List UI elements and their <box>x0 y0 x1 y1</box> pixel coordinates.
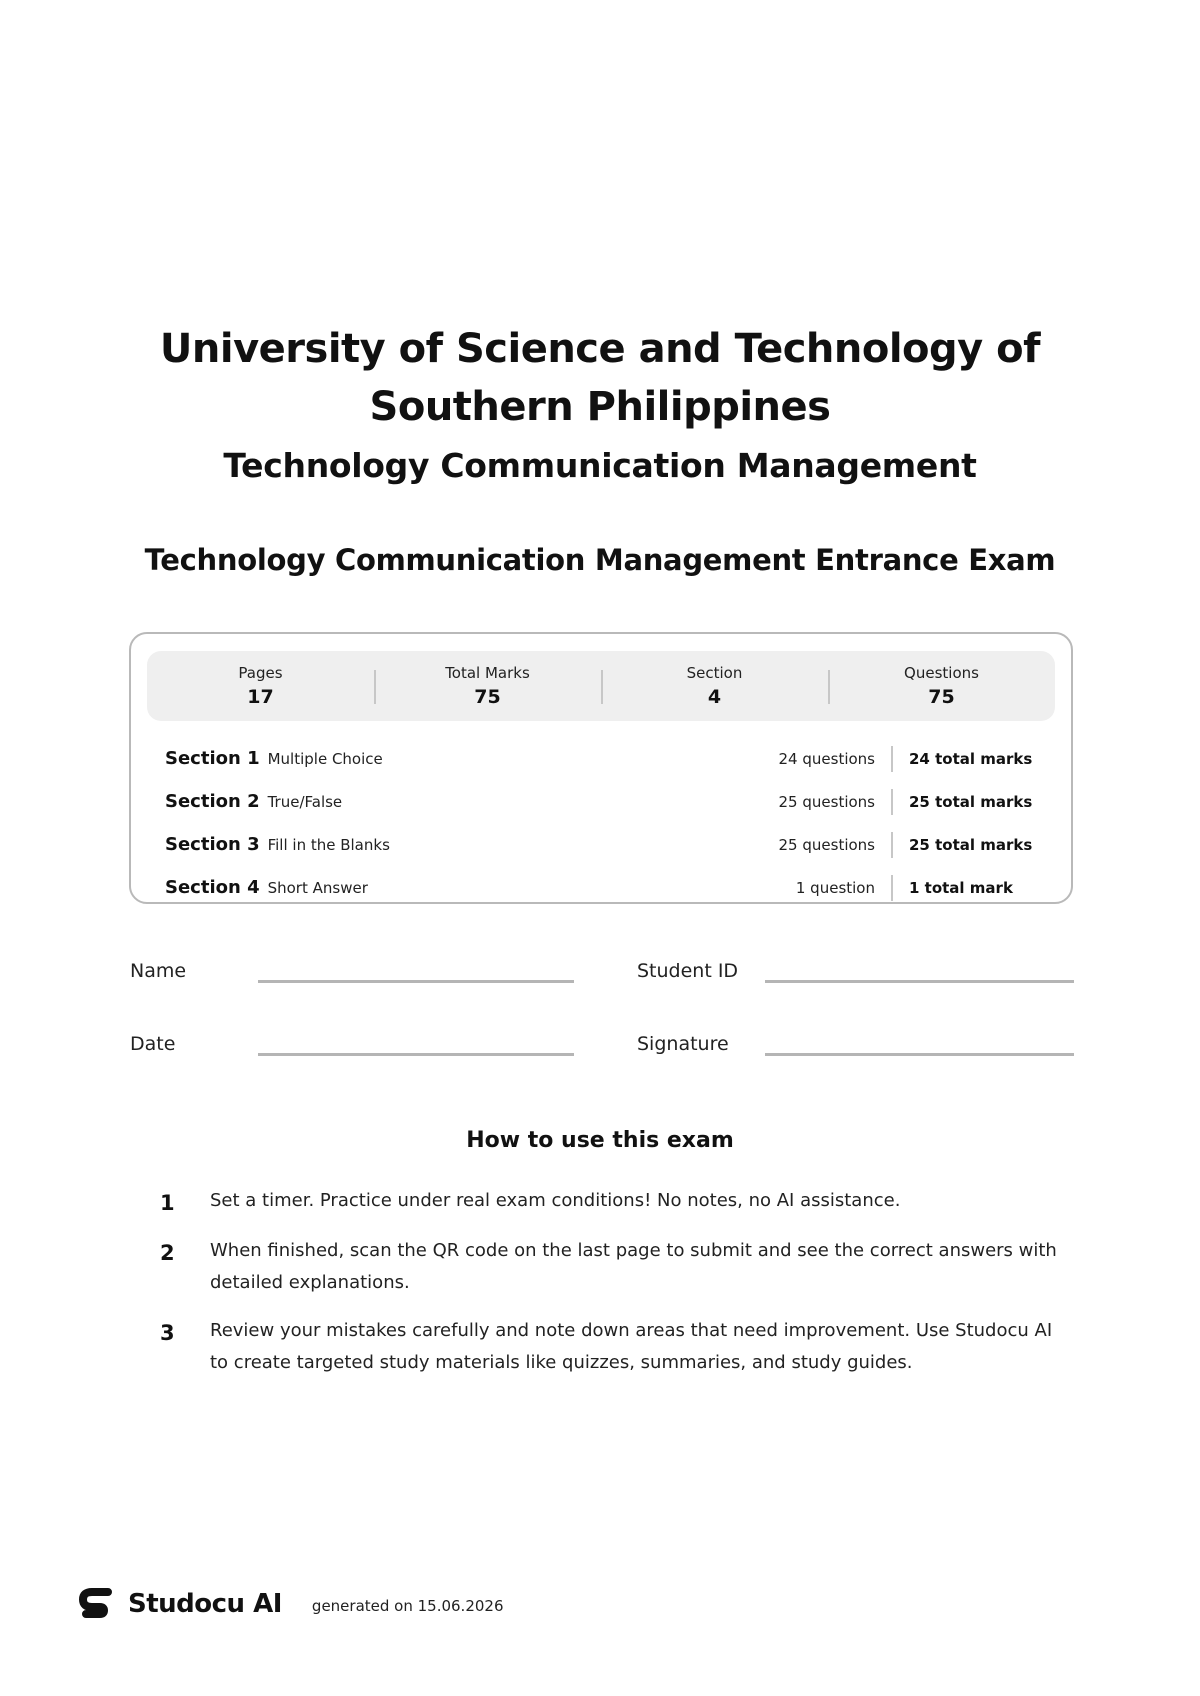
signature-label: Signature <box>637 1033 729 1055</box>
stat-pages <box>147 662 374 710</box>
step-1 <box>160 1185 1060 1219</box>
step-number: 2 <box>160 1241 175 1265</box>
date-input-line[interactable] <box>258 1053 574 1056</box>
footer <box>78 1584 504 1624</box>
brand-name: Studocu AI <box>128 1589 282 1619</box>
step-2 <box>160 1235 1060 1299</box>
howto-steps <box>160 1185 1060 1395</box>
section-type: Multiple Choice <box>267 749 383 768</box>
section-question-count: 25 questions <box>778 792 875 811</box>
stat-value: 4 <box>707 686 722 708</box>
section-row-3 <box>165 823 1041 866</box>
date-field <box>130 1031 574 1071</box>
section-marks: 25 total marks <box>909 835 1033 854</box>
stat-label: Section <box>686 664 743 682</box>
stat-section <box>601 662 828 710</box>
section-list <box>165 737 1041 909</box>
step-text: When finished, scan the QR code on the last page to submit and see the correct answers with detailed explanations. <box>210 1240 1057 1293</box>
name-field <box>130 958 574 998</box>
name-input-line[interactable] <box>258 980 574 983</box>
signature-field <box>637 1031 1074 1071</box>
section-marks: 1 total mark <box>909 878 1013 897</box>
university-name: University of Science and Technology of Southern Philippines <box>159 326 1041 430</box>
section-marks: 24 total marks <box>909 749 1033 768</box>
title-block <box>100 320 1100 580</box>
student-id-input-line[interactable] <box>765 980 1074 983</box>
section-type: Fill in the Blanks <box>267 835 390 854</box>
section-name: Section 3 <box>165 834 260 855</box>
program-name: Technology Communication Management <box>223 446 977 485</box>
section-name: Section 1 <box>165 748 260 769</box>
stat-total-marks <box>374 662 601 710</box>
howto-title: How to use this exam <box>466 1128 734 1153</box>
section-row-2 <box>165 780 1041 823</box>
section-row-1 <box>165 737 1041 780</box>
name-label: Name <box>130 960 187 982</box>
section-marks: 25 total marks <box>909 792 1033 811</box>
stats-bar <box>147 651 1055 721</box>
section-row-4 <box>165 866 1041 909</box>
stat-value: 17 <box>247 686 274 708</box>
step-3 <box>160 1315 1060 1379</box>
student-id-field <box>637 958 1074 998</box>
section-name: Section 4 <box>165 877 260 898</box>
stat-label: Questions <box>904 664 979 682</box>
section-type: True/False <box>267 792 343 811</box>
stat-questions <box>828 662 1055 710</box>
section-question-count: 25 questions <box>778 835 875 854</box>
section-type: Short Answer <box>267 878 368 897</box>
student-id-label: Student ID <box>637 960 739 982</box>
stat-label: Total Marks <box>445 664 530 682</box>
step-text: Set a timer. Practice under real exam conditions! No notes, no AI assistance. <box>210 1190 901 1211</box>
section-question-count: 24 questions <box>778 749 875 768</box>
section-name: Section 2 <box>165 791 260 812</box>
stat-value: 75 <box>474 686 501 708</box>
step-number: 1 <box>160 1191 175 1215</box>
exam-summary-card <box>129 632 1073 904</box>
stat-label: Pages <box>238 664 283 682</box>
step-number: 3 <box>160 1321 175 1345</box>
section-question-count: 1 question <box>795 878 875 897</box>
date-label: Date <box>130 1033 176 1055</box>
generated-date: generated on 15.06.2026 <box>311 1597 504 1615</box>
signature-input-line[interactable] <box>765 1053 1074 1056</box>
studocu-logo-icon <box>78 1585 114 1623</box>
exam-title: Technology Communication Management Entrance Exam <box>144 543 1056 577</box>
stat-value: 75 <box>928 686 955 708</box>
step-text: Review your mistakes carefully and note down areas that need improvement. Use Studocu AI to create targeted study materials like quizzes, summaries, and study guides. <box>210 1320 1053 1373</box>
